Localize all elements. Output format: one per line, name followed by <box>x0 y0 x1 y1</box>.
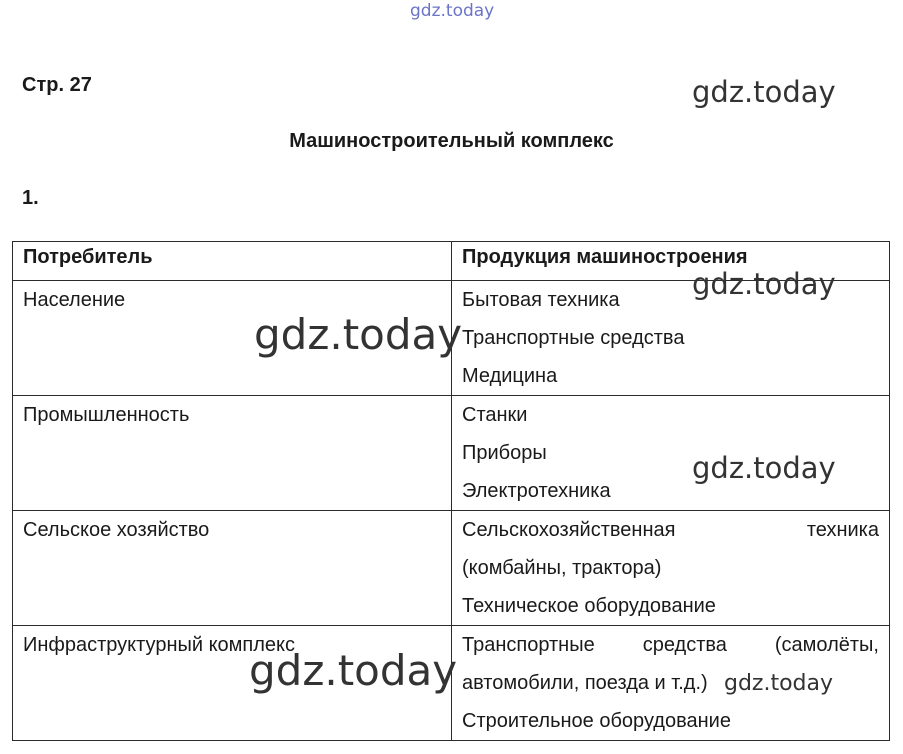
product-item: автомобили, поезда и т.д.) <box>462 672 708 694</box>
column-header-consumer: Потребитель <box>13 242 452 281</box>
watermark: gdz.today <box>254 310 463 359</box>
consumer-cell: Сельское хозяйство <box>13 511 452 626</box>
watermark: gdz.today <box>724 671 834 696</box>
consumer-cell: Промышленность <box>13 396 452 511</box>
product-item: Техническое оборудование <box>462 595 716 617</box>
products-cell <box>452 511 890 626</box>
product-item: (комбайны, трактора) <box>462 557 662 579</box>
page-number: Стр. 27 <box>22 74 92 96</box>
watermark: gdz.today <box>692 267 836 301</box>
product-item: Транспортные средства (самолёты, <box>462 634 879 656</box>
watermark: gdz.today <box>692 75 836 109</box>
column-header-products: Продукция машиностроения <box>452 242 890 281</box>
product-item: Сельскохозяйственная техника <box>462 519 879 541</box>
product-item: Транспортные средства <box>462 327 685 349</box>
watermark: gdz.today <box>249 646 458 695</box>
product-item: Станки <box>462 404 528 426</box>
consumer-cell: Население <box>13 281 452 396</box>
product-item: Строительное оборудование <box>462 710 731 732</box>
task-number: 1. <box>22 187 39 209</box>
watermark-top: gdz.today <box>410 1 495 21</box>
table-row <box>13 511 890 626</box>
page-title: Машиностроительный комплекс <box>289 130 614 152</box>
product-item: Бытовая техника <box>462 289 620 311</box>
product-item: Медицина <box>462 365 558 387</box>
product-item: Электротехника <box>462 480 611 502</box>
consumer-cell: Инфраструктурный комплекс <box>13 626 452 741</box>
product-item: Приборы <box>462 442 547 464</box>
watermark: gdz.today <box>692 451 836 485</box>
